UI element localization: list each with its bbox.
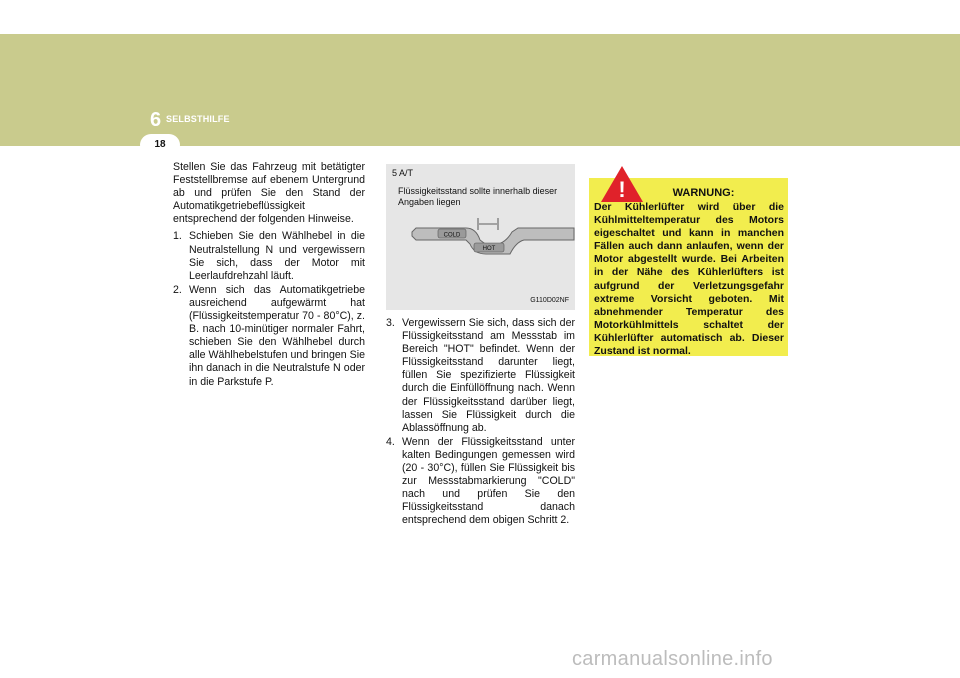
step-number: 2. <box>173 283 182 296</box>
header-band <box>0 34 960 146</box>
chapter-number: 6 <box>150 109 162 131</box>
list-item <box>173 284 365 389</box>
page-number: 18 <box>154 139 166 150</box>
figure-title: 5 A/T <box>392 168 414 178</box>
step-number: 3. <box>386 317 395 329</box>
list-item <box>173 230 365 282</box>
list-item <box>386 436 575 528</box>
watermark: carmanualsonline.info <box>572 648 773 670</box>
warning-title: WARNUNG: <box>672 187 735 199</box>
dipstick-figure <box>386 164 575 310</box>
step-text: Vergewissern Sie sich, dass sich der Flüssigkeitsstand am Messstab im Bereich "HOT" befindet. Wenn der Flüssigkeitsstand darunter liegt, füllen Sie spezifizierte Flüssigkeit durch die Einfüllöffnung nach. Wenn der Flüssigkeitsstand darüber liegt, lassen Sie Flüssigkeit durch die Ablassöffnung ab. <box>402 317 575 434</box>
step-text: Wenn sich das Automatikgetriebe ausreichend aufgewärmt hat (Flüssigkeitstemperatur 70 - 80°C), z. B. nach 10-minütiger normaler Fahrt, schieben Sie den Wählhebel durch alle Wählhebelstufen und bringen Sie ihn danach in die Neutralstufe N oder in die Parkstufe P. <box>189 283 365 388</box>
list-item <box>386 317 575 435</box>
hot-label: HOT <box>482 246 496 252</box>
warning-exclamation: ! <box>618 177 626 202</box>
cold-label: COLD <box>443 232 461 239</box>
step-text: Schieben Sie den Wählhebel in die Neutralstellung N und vergewissern Sie sich, dass der Motor mit Leerlaufdrehzahl läuft. <box>189 230 365 282</box>
step-number: 1. <box>173 230 182 243</box>
dipstick-illustration <box>386 210 575 290</box>
step-text: Wenn der Flüssigkeitsstand unter kalten Bedingungen gemessen wird (20 - 30°C), füllen Sie Flüssigkeit bis zur Messstabmarkierung "COLD" nach und prüfen Sie den Flüssigkeitsstand danach entsprechend dem obigen Schritt 2. <box>402 435 575 527</box>
step-number: 4. <box>386 435 395 448</box>
figure-code: G110D02NF <box>530 297 569 304</box>
column-middle <box>386 317 575 529</box>
steps-list-middle <box>386 317 575 528</box>
figure-caption: Flüssigkeitsstand sollte innerhalb dieser Angaben liegen <box>398 186 558 207</box>
steps-list-left <box>173 230 365 388</box>
warning-body: Der Kühlerlüfter wird über die Kühlmitteltemperatur des Motors eigeschaltet und kann in manchen Fällen auch dann anlaufen, wenn der Motor abgestellt wurde. Bei Arbeiten in der Nähe des Kühlerlüfters ist aufgrund der Verletzungsgefahr extreme Vorsicht geboten. Mit abnehmender Temperatur des Motorkühlmittels schaltet der Kühlerlüfter automatisch ab. Dieser Zustand ist normal. <box>594 201 784 358</box>
intro-paragraph: Stellen Sie das Fahrzeug mit betätigter Feststellbremse auf ebenem Untergrund ab und prüfen Sie den Stand der Automatikgetriebeflüssigkeit entsprechend der folgenden Hinweise. <box>173 161 365 226</box>
chapter-title: SELBSTHILFE <box>166 114 230 124</box>
column-left <box>173 161 365 390</box>
warning-box <box>589 178 788 356</box>
